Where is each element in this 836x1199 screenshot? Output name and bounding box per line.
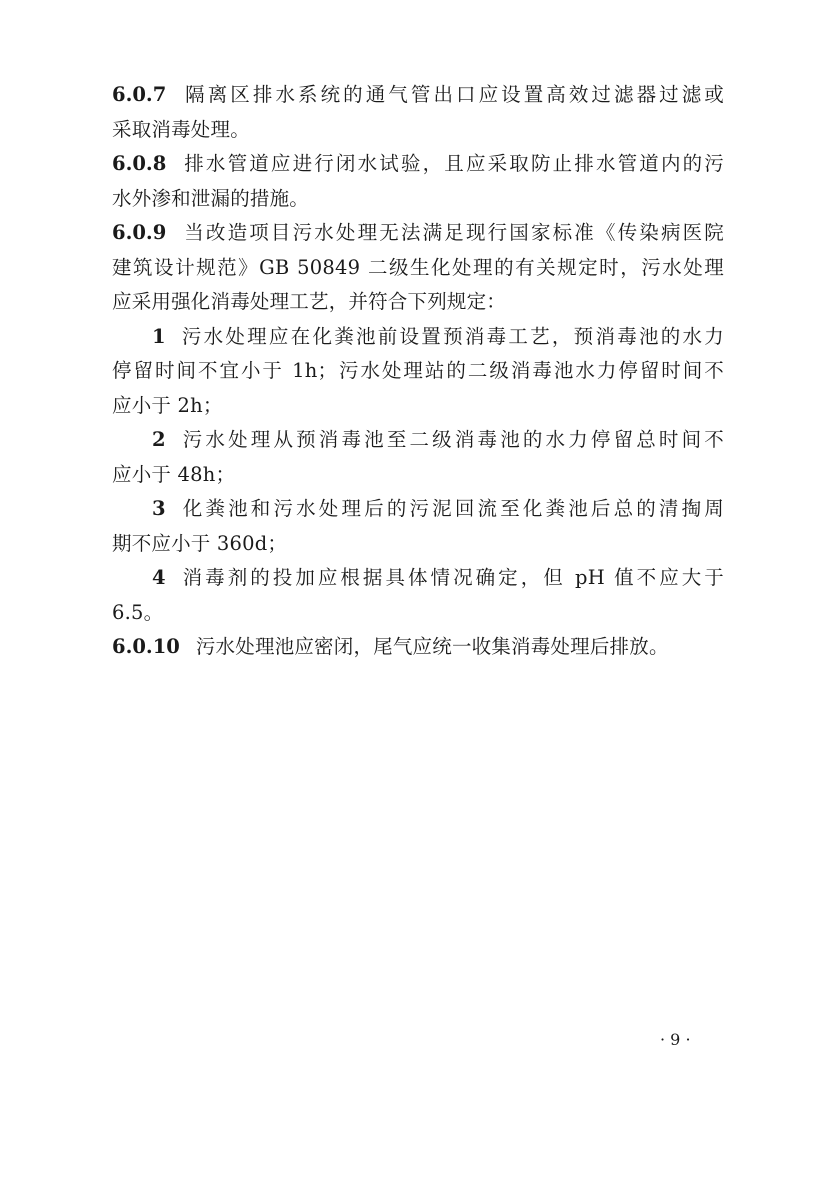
item-1-line-1 xyxy=(112,320,724,355)
clause-text: 采取消毒处理。 xyxy=(112,117,250,141)
clause-number: 6.0.7 xyxy=(112,83,167,106)
item-1-line-2 xyxy=(112,354,724,389)
item-2-line-2 xyxy=(112,458,724,493)
clause-6-0-9-line-2 xyxy=(112,251,724,286)
clause-6-0-7-line-2 xyxy=(112,113,724,148)
clause-text: 应采用强化消毒处理工艺，并符合下列规定： xyxy=(112,290,507,313)
clause-text: 建筑设计规范》GB 50849 二级生化处理的有关规定时，污水处理 xyxy=(112,255,724,279)
clause-text: 排水管道应进行闭水试验，且应采取防止排水管道内的污 xyxy=(182,152,724,175)
item-text: 应小于 2h； xyxy=(112,393,223,417)
clause-6-0-9-line-3 xyxy=(112,285,724,320)
item-text: 化粪池和污水处理后的污泥回流至化粪池后总的清掏周 xyxy=(179,497,724,520)
page-number: · 9 · xyxy=(660,1030,691,1049)
clause-text: 水外渗和泄漏的措施。 xyxy=(112,186,310,210)
item-text: 6.5。 xyxy=(112,600,164,624)
clause-6-0-10-line-1 xyxy=(112,630,724,665)
clause-text: 当改造项目污水处理无法满足现行国家标准《传染病医院 xyxy=(182,221,724,244)
item-3-line-2 xyxy=(112,527,724,562)
item-number: 1 xyxy=(152,324,166,348)
item-1-line-3 xyxy=(112,389,724,424)
item-4-line-1 xyxy=(112,561,724,596)
item-2-line-1 xyxy=(112,423,724,458)
clause-text: 隔离区排水系统的通气管出口应设置高效过滤器过滤或 xyxy=(182,83,724,106)
clause-6-0-7-line-1 xyxy=(112,78,724,113)
clause-number: 6.0.8 xyxy=(112,152,167,175)
item-text: 应小于 48h； xyxy=(112,462,236,486)
item-number: 4 xyxy=(152,566,166,589)
item-text: 期不应小于 360d； xyxy=(112,531,288,555)
item-3-line-1 xyxy=(112,492,724,527)
item-number: 3 xyxy=(152,497,166,520)
item-4-line-2 xyxy=(112,596,724,631)
clause-text: 污水处理池应密闭，尾气应统一收集消毒处理后排放。 xyxy=(195,635,669,658)
clause-6-0-9-line-1 xyxy=(112,216,724,251)
item-text: 消毒剂的投加应根据具体情况确定，但 pH 值不应大于 xyxy=(179,566,724,589)
clause-6-0-8-line-1 xyxy=(112,147,724,182)
document-page xyxy=(112,78,724,665)
clause-number: 6.0.9 xyxy=(112,221,167,244)
item-text: 污水处理从预消毒池至二级消毒池的水力停留总时间不 xyxy=(179,428,724,451)
item-text: 停留时间不宜小于 1h；污水处理站的二级消毒池水力停留时间不 xyxy=(112,359,724,382)
item-number: 2 xyxy=(152,428,166,451)
item-text: 污水处理应在化粪池前设置预消毒工艺，预消毒池的水力 xyxy=(179,324,724,348)
clause-number: 6.0.10 xyxy=(112,635,180,658)
clause-6-0-8-line-2 xyxy=(112,182,724,217)
